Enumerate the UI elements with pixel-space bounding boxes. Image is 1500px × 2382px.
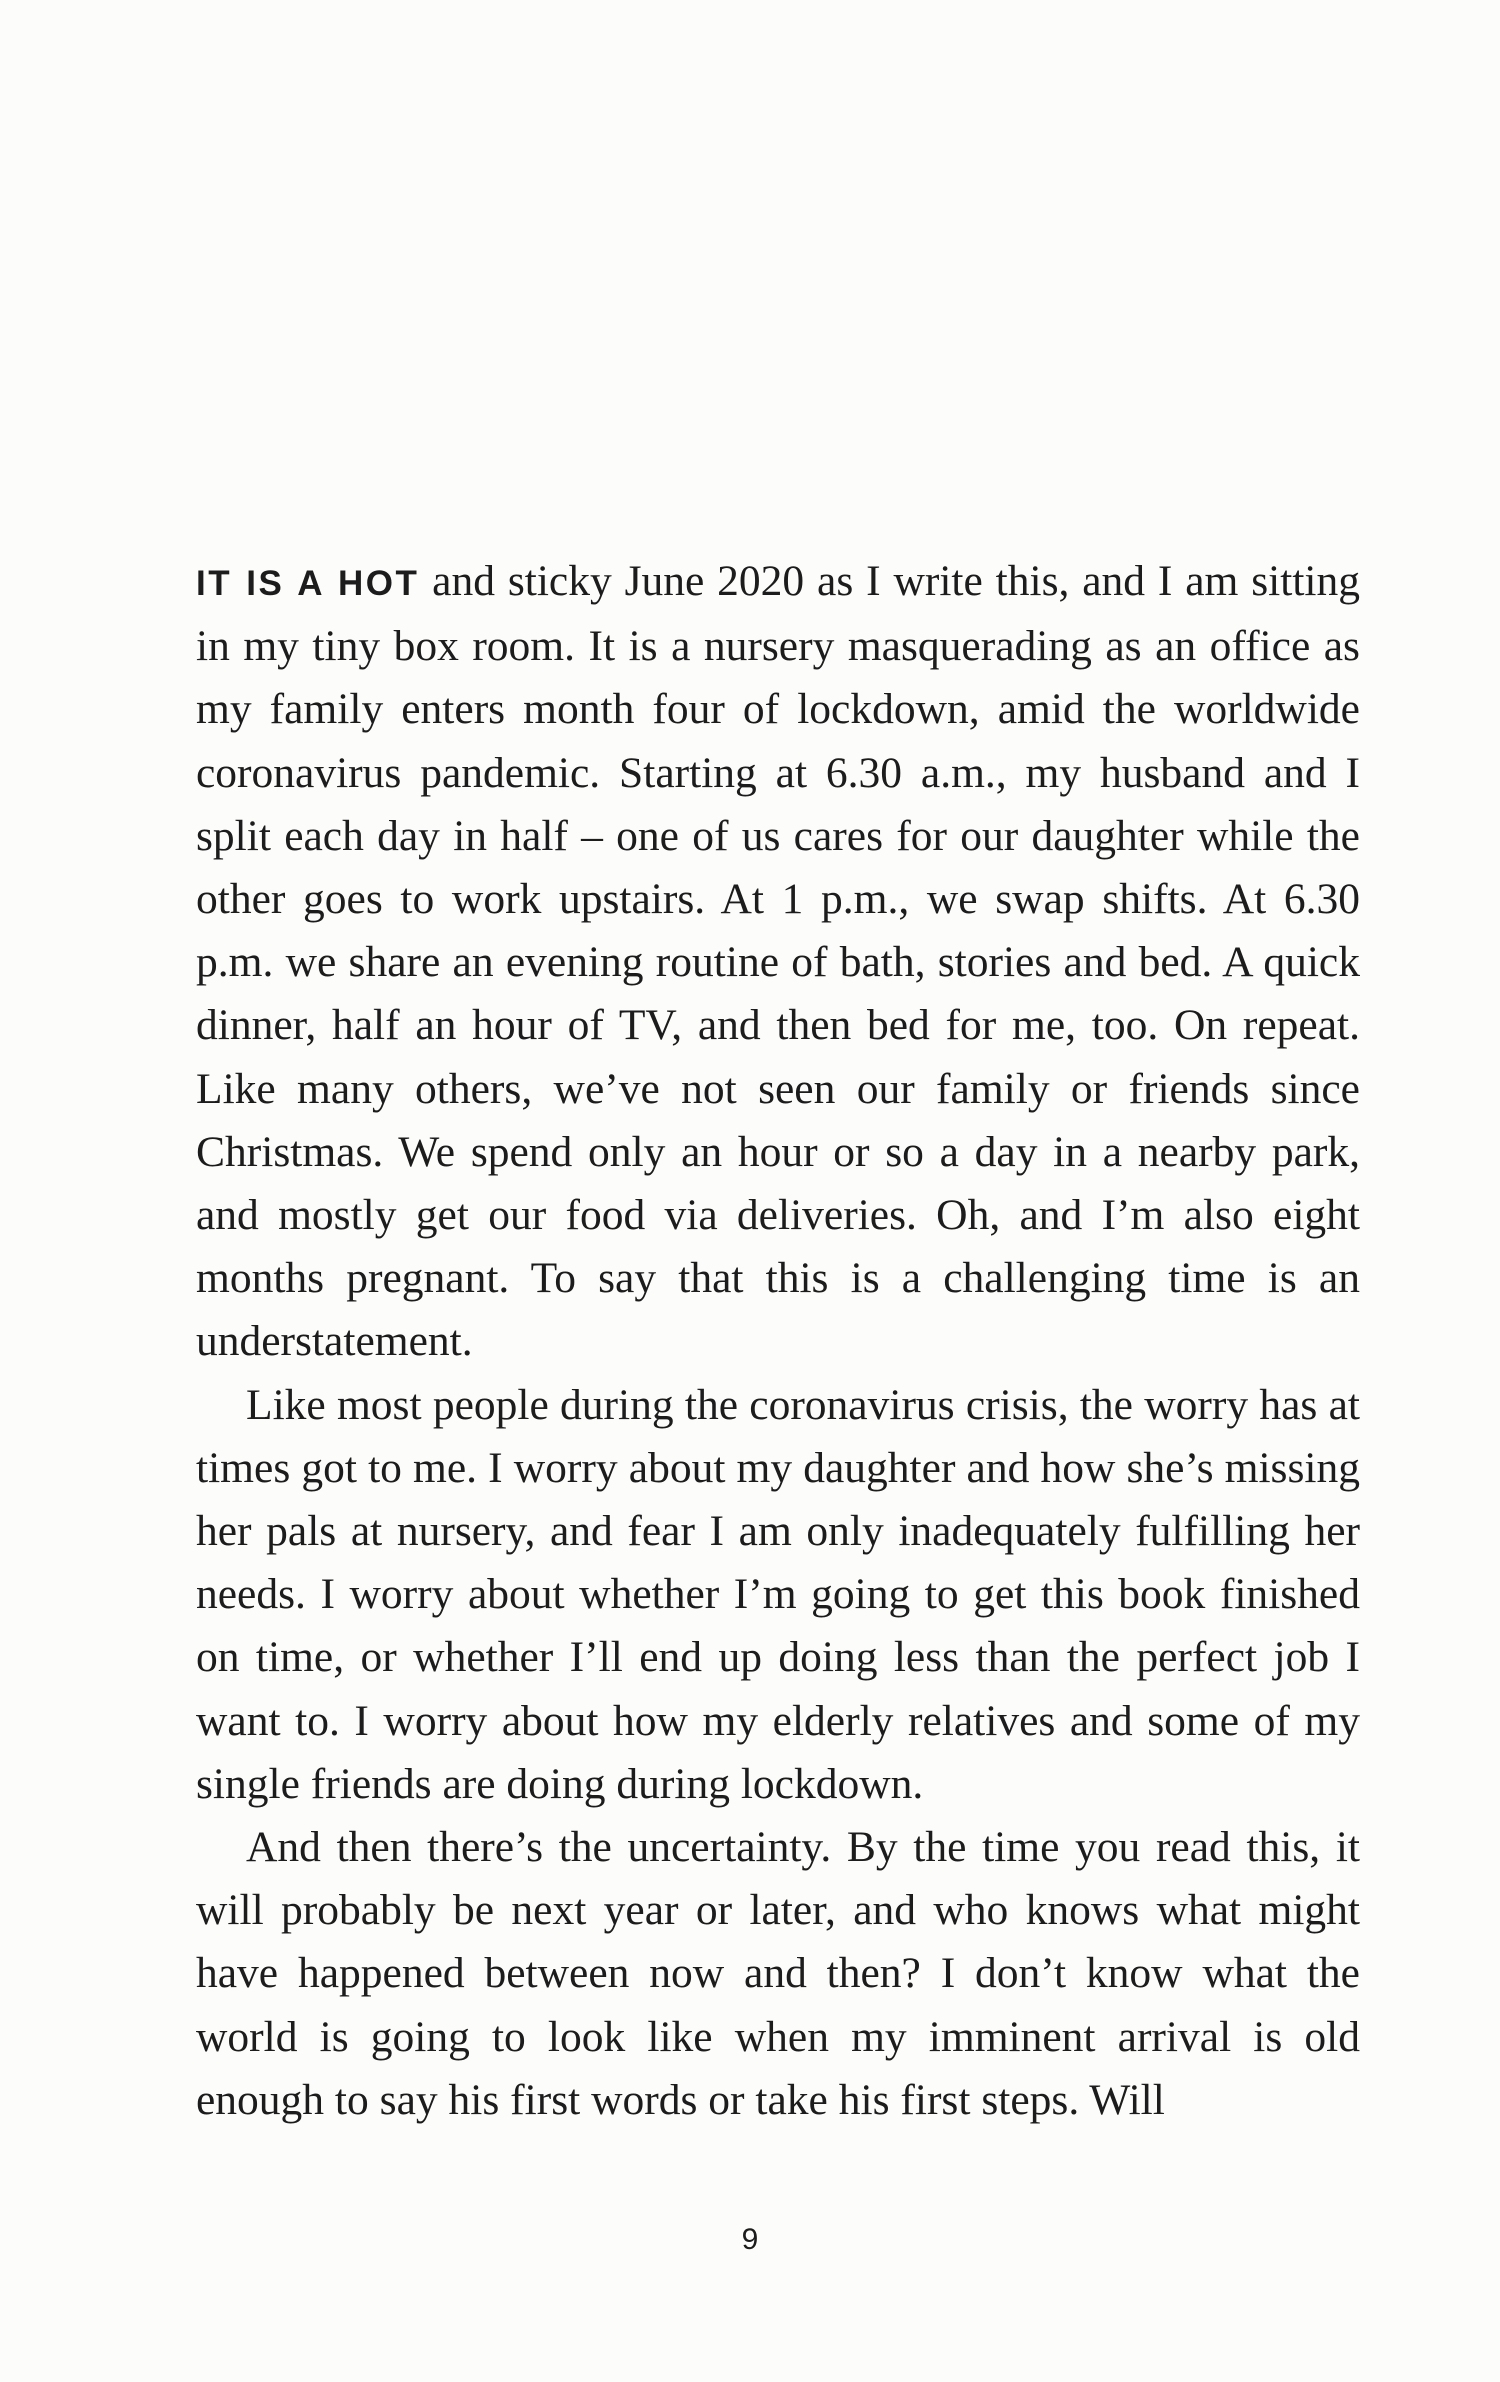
paragraph-2: Like most people during the coronavirus crisis, the worry has at times got to me. I worry about my daughter and how she’s missing her pals at nursery, and fear I am only inadequately fulfilling her needs. I worry about whether I’m going to get this book finished on time, or whether I’ll end up doing less than the perfect job I want to. I worry about how my elderly relatives and some of my single friends are doing during lockdown. [196, 1380, 1360, 1808]
paragraph-1 [196, 550, 1360, 1374]
page-number: 9 [741, 2223, 759, 2256]
body-text [196, 550, 1360, 2132]
paragraph-3: And then there’s the uncertainty. By the time you read this, it will probably be next year or later, and who knows what might have happened between now and then? I don’t know what the world is going to look like when my imminent arrival is old enough to say his first words or take his first steps. Will [196, 1823, 1360, 2124]
paragraph-1-text: and sticky June 2020 as I write this, and I am sitting in my tiny box room. It is a nursery masquerading as an office as my family enters month four of lockdown, amid the worldwide coronavirus pandemic. Starting at 6.30 a.m., my husband and I split each day in half – one of us cares for our daughter while the other goes to work upstairs. At 1 p.m., we swap shifts. At 6.30 p.m. we share an evening routine of bath, stories and bed. A quick dinner, half an hour of TV, and then bed for me, too. On repeat. Like many others, we’ve not seen our family or friends since Christmas. We spend only an hour or so a day in a nearby park, and mostly get our food via deliveries. Oh, and I’m also eight months pregnant. To say that this is a challenging time is an understatement. [196, 557, 1360, 1366]
chapter-lead-in: IT IS A HOT [196, 564, 420, 603]
